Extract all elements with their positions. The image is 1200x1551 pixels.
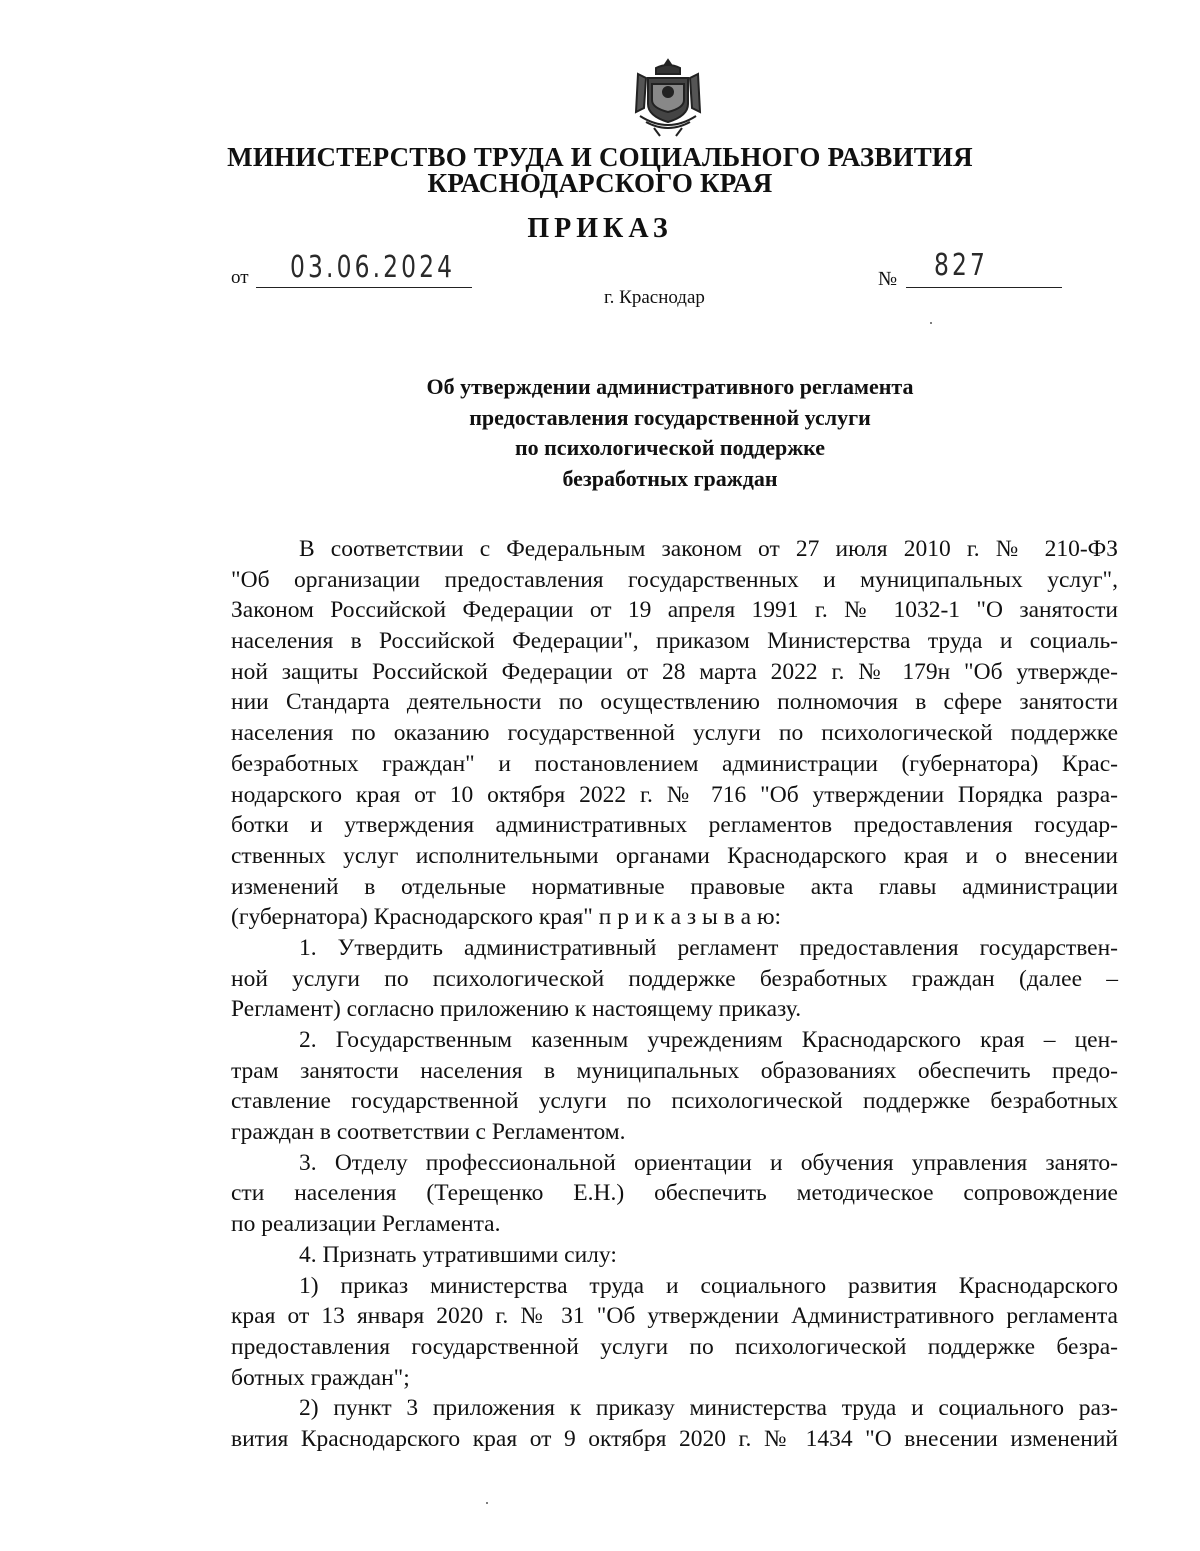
body-line: ставление государственной услуги по психологической поддержке безработных [231,1088,1118,1115]
body-line: 4. Признать утратившими силу: [299,1241,617,1268]
body-line: края от 13 января 2020 г. № 31 "Об утверждении Административного регламента [231,1303,1118,1330]
scan-speck [930,322,932,324]
subject-line: по психологической поддержке [514,435,826,460]
coat-of-arms-icon [628,56,708,138]
order-body [231,534,1118,1455]
body-line: ботных граждан"; [231,1364,410,1391]
body-line: по реализации Регламента. [231,1211,501,1238]
body-line: ственных услуг исполнительными органами Краснодарского края и о внесении [231,842,1118,869]
number-prefix: № [878,268,898,290]
ministry-name-line2: КРАСНОДАРСКОГО КРАЯ [427,168,773,198]
subject-line: предоставления государственной услуги [469,404,871,430]
body-line: населения по оказанию государственной услуги по психологической поддержке [231,720,1118,747]
body-line: 2) пункт 3 приложения к приказу министерства труда и социального раз- [299,1395,1118,1422]
document-type-title: ПРИКАЗ [527,213,673,244]
body-line: 3. Отделу профессиональной ориентации и обучения управления занято- [299,1149,1118,1176]
body-line: нии Стандарта деятельности по осуществлению полномочия в сфере занятости [231,689,1118,716]
body-line: Законом Российской Федерации от 19 апреля 1991 г. № 1032-1 "О занятости [231,597,1118,624]
body-line: сти населения (Терещенко Е.Н.) обеспечить методическое сопровождение [231,1180,1118,1207]
order-number: 827 [934,248,989,283]
body-line: (губернатора) Краснодарского края" п р и к а з ы в а ю: [231,904,782,931]
body-line: нодарского края от 10 октября 2022 г. № 716 "Об утверждении Порядка разра- [231,781,1118,808]
body-line: трам занятости населения в муниципальных образованиях обеспечить предо- [231,1057,1118,1084]
body-line: В соответствии с Федеральным законом от 27 июля 2010 г. № 210-ФЗ [299,536,1118,562]
body-line: 1) приказ министерства труда и социального развития Краснодарского [299,1272,1118,1299]
body-line: предоставления государственной услуги по психологической поддержке безра- [231,1333,1118,1360]
body-line: ной защиты Российской Федерации от 28 марта 2022 г. № 179н "Об утвержде- [231,658,1118,685]
body-line: населения в Российской Федерации", приказом Министерства труда и социаль- [231,628,1118,655]
body-line: безработных граждан" и постановлением администрации (губернатора) Крас- [231,750,1118,777]
body-line: Регламент) согласно приложению к настоящему приказу. [231,996,802,1023]
body-line: 1. Утвердить административный регламент предоставления государствен- [299,934,1118,961]
ministry-name-line1: МИНИСТЕРСТВО ТРУДА И СОЦИАЛЬНОГО РАЗВИТИЯ [227,142,973,172]
body-line: граждан в соответствии с Регламентом. [231,1119,626,1146]
subject-line: безработных граждан [562,465,778,491]
date-underline [256,287,472,288]
scan-speck [486,1502,488,1504]
subject-line: Об утверждении административного регламента [426,374,914,399]
body-line: ной услуги по психологической поддержке безработных граждан (далее – [231,965,1118,992]
body-line: изменений в отдельные нормативные правовые акта главы администрации [231,873,1118,900]
body-line: "Об организации предоставления государственных и муниципальных услуг", [231,566,1118,593]
number-underline [906,287,1062,288]
order-date: 03.06.2024 [290,250,456,285]
order-subject [340,372,1000,494]
body-line: ботки и утверждения административных регламентов предоставления государ- [231,812,1118,839]
date-prefix: от [231,267,249,288]
body-line: 2. Государственным казенным учреждениям Краснодарского края – цен- [299,1027,1118,1053]
body-line: вития Краснодарского края от 9 октября 2020 г. № 1434 "О внесении изменений [231,1425,1118,1452]
city-name: г. Краснодар [604,287,705,308]
